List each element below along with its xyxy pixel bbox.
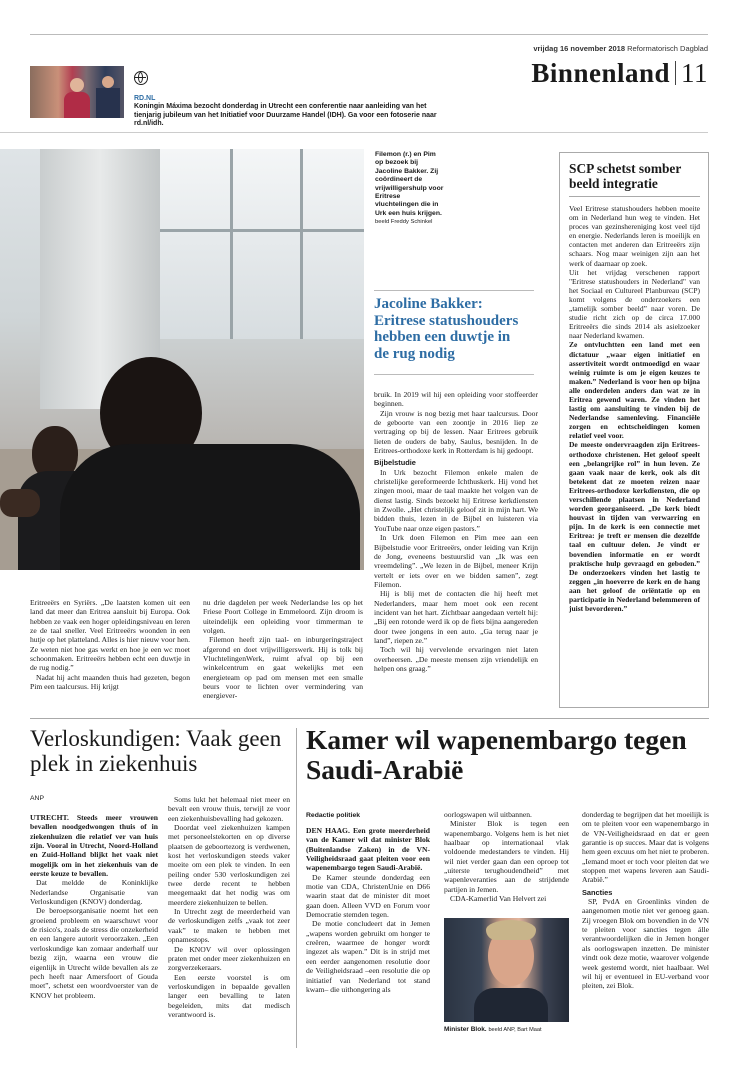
article-text: In Utrecht zegt de meerderheid van de verloskundigen zelfs „vaak tot zeer vaak” te maken te hebben met opnamestops. — [168, 907, 290, 945]
scp-text: Uit het vrijdag verschenen rapport "Eritrese statushouders in Nederland" van het Sociaal en Cultureel Planbureau (SCP) komt volgens de onderzoekers een „tamelijk somber beeld” naar voren. De studie richt zich op de circa 17.000 Eritreeërs die sinds 2014 als asielzoeker naar Nederland kwamen. — [569, 267, 700, 341]
article-text: Een eerste voorstel is om verloskundigen in bepaalde gevallen langer een bevalling te laten begeleiden, mits dat medisch verantwoord is. — [168, 972, 290, 1019]
kamer-col-2 — [444, 810, 569, 903]
verlos-source: ANP — [30, 795, 44, 802]
article-text: De Kamer steunde donderdag een motie van CDA, ChristenUnie en D66 waarin staat dat de minister dit moet gaan doen. Alleen VVD en Forum voor Democratie stemden tegen. — [306, 872, 430, 920]
caption-text: Filemon (r.) en Pim op bezoek bij Jacoline Bakker. Zij coördineert de vrijwilligershulp voor Eritrese vluchtelingen die in Urk een huis krijgen. — [375, 151, 444, 217]
teaser-photo[interactable] — [30, 66, 124, 118]
article-text: Filemon heeft zijn taal- en inburgeringstraject afgerond en doet vrijwilligerswerk. Hij is tolk bij VluchtelingenWerk, ruimt afval op bij een winkelcentrum en gaat wekelijks met een energieteam op pad om mensen met een smalle beurs voor te lichten over vermindering van energiever- — [203, 635, 363, 701]
article-col-1 — [30, 598, 190, 691]
masthead-line — [533, 44, 708, 53]
scp-text-bold: De meeste ondervraagden zijn Eritrees-orthodoxe christenen. Het geloof speelt een „belangrijke rol” in hun leven. Ze gaan vaak naar de kerk, ook als dit betekent dat ze moeten reizen naar Eritrees-orthodoxe kerkdiensten, die op verschillende plaatsen in Nederland worden georganiseerd. „De kerk biedt houvast in tijden van verwarring en pijn. In de kerk is een connectie met Eritrea: je treft er mensen die dezelfde taal en cultuur delen. Je vindt er bovendien informatie en er wordt praktische hulp gevraagd en geboden.” De onderzoekers vinden het lastig te zeggen „in hoeverre de kerk en de hang aan het geloof de oriëntatie op en participatie in Nederland belemmeren of juist bevorderen.” — [569, 440, 700, 614]
article-text: CDA-Kamerlid Van Helvert zei — [450, 894, 547, 904]
kamer-source: Redactie politiek — [306, 812, 361, 819]
scp-text: Veel Eritrese statushouders hebben moeite om in Nederland hun weg te vinden. Het proces van gezinshereniging kost veel tijd en energie. Nederlands leren is moeilijk en contacten met anderen dan Eritreeërs zijn schaars. Nog maar weinigen zijn aan het werk of daarnaar op zoek. — [569, 204, 700, 268]
article-text: Hij is blij met de contacten die hij heeft met Nederlanders, maar hem moet ook een recent incident van het hart. Zichtbaar aangedaan vertelt hij: „Bij een rotonde werd ik op de fiets bijna aangereden door twee jongens in een auto. „Ga terug naar je land”, riepen ze.” — [374, 589, 538, 645]
article-text: nu drie dagdelen per week Nederlandse les op het Friese Poort College in Emmeloord. Zijn droom is uiteindelijk een opleiding voor timmerman te volgen. — [203, 598, 363, 636]
blok-caption-text: Minister Blok. — [444, 1026, 487, 1033]
scp-title: SCP schetst somber beeld integratie — [569, 161, 682, 191]
article-text: Toch wil hij vervelende ervaringen niet laten overheersen. „De meeste mensen zijn vriendelijk en helpen ons graag.” — [374, 645, 538, 673]
kamer-headline[interactable]: Kamer wil wapenembargo tegen Saudi-Arabië — [306, 724, 687, 785]
teaser-text[interactable]: Koningin Máxima bezocht donderdag in Utrecht een conferentie naar aanleiding van het tienjarig jubileum van het Initiatief voor Duurzame Handel (IDH). Ga voor een fotoserie naar rd.nl/idh. — [134, 103, 437, 127]
scp-box — [559, 152, 709, 708]
caption-credit: beeld Freddy Schinkel — [375, 219, 433, 226]
kamer-col-3 — [582, 810, 709, 991]
lead-text: UTRECHT. Steeds meer vrouwen bevallen noodgedwongen thuis of in ziekenhuizen die relatief ver van huis zijn. Vooral in Utrecht, Noord-Holland en Zuid-Holland blijkt het vaak niet mogelijk om in het ziekenhuis van de eerste keuze te bevallen. — [30, 813, 158, 879]
verlos-col-2 — [168, 795, 290, 1019]
article-text: Eritreeërs en Syriërs. „De laatsten komen uit een land dat meer dan Eritrea aansluit bij Europa. Ook hebben ze vaak een hoger opleidingsniveau en leren ze de taal sneller. Veel Eritreeërs woonden in een hutje op het platteland. Alles is hier nieuw voor hen. Ze weten niet hoe gas werkt en hoe je een wc moet schoonmaken. Eritreeërs hebben echt een duwtje in de rug nodig.” — [30, 598, 190, 673]
section-title: Binnenland — [531, 58, 670, 88]
photo-caption — [375, 151, 445, 227]
article-text: Zijn vrouw is nog bezig met haar taalcursus. Door de geboorte van een zoontje in 2016 liep ze vertraging op bij de lessen. Naar Eritrees gebruik lieten de ouders de baby, Saulus, besnijden. In de Eritrees-orthodoxe kerk in Rotterdam is hij gedoopt. — [374, 408, 538, 456]
article-text: Doordat veel ziekenhuizen kampen met personeelstekorten en op diverse plaatsen de geboortezorg is verdwenen, kost het verloskundigen steeds vaker moeite om een plek te vinden. In een peiling onder 530 verloskundigen zei twee derde recent te hebben meegemaakt dat het nodig was om meerdere ziekenhuizen te bellen. — [168, 823, 290, 907]
verlos-headline[interactable]: Verloskundigen: Vaak geen plek in ziekenhuis — [30, 726, 282, 776]
article-text: In Urk doen Filemon en Pim mee aan een Bijbelstudie voor Eritreeërs, onder leiding van Krijn de Jong, eveneens bestuurslid van „Ik was een vreemdeling”. „We lezen in de Bijbel, meneer Krijn vertelt er iets over en we bidden samen”, zegt Filemon. — [374, 533, 538, 589]
article-col-3 — [374, 390, 538, 673]
pull-quote: Jacoline Bakker: Eritrese statushouders hebben een duwtje in de rug nodig — [374, 296, 519, 362]
blok-caption-credit: beeld ANP, Bart Maat — [488, 1027, 542, 1033]
article-text: De motie concludeert dat in Jemen „wapens worden gebruikt om honger te creëren, waarmee de honger wordt ingezet als wapen.” Dit is in strijd met een eerder aangenomen resolutie door de Veiligheidsraad –een resolutie die op initiatief van Nederland tot stand kwam– die uithongering als — [306, 919, 430, 994]
article-text: De beroepsorganisatie noemt het een groeiend probleem en waarschuwt voor de risico's, zoals de stress die onzekerheid en een langere autorit veroorzaken. „Een verloskundige kan zomaar anderhalf uur bezig zijn, waarna een vrouw die eigenlijk in Utrecht wilde bevallen als ze pech heeft naar Amersfoort of Gouda moet”, schetst een woordvoerster van de KNOV het probleem. — [30, 906, 158, 1000]
date: vrijdag 16 november 2018 — [533, 44, 626, 53]
main-photo — [0, 149, 364, 570]
blok-photo — [444, 918, 569, 1022]
article-text: Minister Blok is tegen een wapenembargo. Volgens hem is het niet haalbaar op internationaal vlak voldoende medestanders te vinden. Hij wil niet verder gaan dan een oproep tot „uiterste terughoudendheid” met wapenleveranties aan de strijdende partijen in Jemen. — [444, 819, 569, 894]
article-text: SP, PvdA en Groenlinks vinden de aangenomen motie niet ver genoeg gaan. Zij vroegen Blok om bovendien in de VN te pleiten voor sancties tegen álle verantwoordelijken die in Jemen honger als oorlogswapen inzetten. De minister vindt ook deze motie, waarover volgende week gestemd wordt, niet haalbaar. Wel wil hij er eventueel in EU-verband voor pleiten, zei Blok. — [582, 897, 709, 991]
paper-name: Reformatorisch Dagblad — [627, 44, 708, 53]
kamer-col-1 — [306, 826, 430, 994]
article-text: Soms lukt het helemaal niet meer en bevalt een vrouw thuis, terwijl ze voor een ziekenhuisbevalling had gekozen. — [168, 795, 290, 823]
verlos-col-1 — [30, 813, 158, 1000]
article-text: Dat meldde de Koninklijke Nederlandse Organisatie van Verloskundigen (KNOV) donderdag. — [30, 878, 158, 907]
section-title-wrap — [531, 58, 708, 88]
page-number: 11 — [681, 58, 708, 88]
article-text: oorlogswapen wil uitbannen. — [444, 810, 532, 819]
teaser-source: RD.NL — [134, 95, 156, 102]
article-text: Nadat hij acht maanden thuis had gezeten, begon Pim een taalcursus. Hij krijgt — [30, 672, 190, 692]
subheading: Bijbelstudie — [374, 458, 416, 468]
blok-caption — [444, 1026, 542, 1033]
article-text: In Urk bezocht Filemon enkele malen de christelijke gereformeerde Ichthuskerk. Hij vond het zingen mooi, maar de taal maakte het volgen van de dienst lastig. Sinds bezoekt hij Eritrese kerkdiensten in Zwolle. „Het christelijk geloof zit in mijn hart. We bidden thuis, lezen in de Bijbel en luisteren via YouTube naar onze eigen pastors.” — [374, 467, 538, 533]
globe-icon — [134, 71, 148, 85]
scp-text-bold: Ze ontvluchtten een land met een dictatuur „waar eigen initiatief en assertiviteit wordt ontmoedigd en waar weinig ruimte is om je eigen keuzes te maken.” Nederland is voor hen op bijna alle onderdelen anders dan wat ze in Eritrea gewend waren. Ze vinden het lastig om aansluiting te vinden bij de Nederlandse samenleving. Financiële zorgen en echtscheidingen komen relatief veel voor. — [569, 340, 700, 441]
subheading: Sancties — [582, 887, 613, 897]
article-text: bruik. In 2019 wil hij een opleiding voor stoffeerder beginnen. — [374, 390, 538, 409]
article-col-2 — [203, 598, 363, 701]
article-text: donderdag te begrijpen dat het moeilijk is om te pleiten voor een wapenembargo in de VN-Veiligheidsraad en dat er geen garantie is op succes. Maar dat is volgens hem geen excuus om het niet te proberen. „Iemand moet er toch voor pleiten dat we stoppen met wapens leveren aan Saudi-Arabië.” — [582, 810, 709, 885]
article-text: De KNOV wil over oplossingen praten met onder meer ziekenhuizen en zorgverzekeraars. — [168, 944, 290, 973]
lead-text: DEN HAAG. Een grote meerderheid van de Kamer wil dat minister Blok (Buitenlandse Zaken) in de VN-Veiligheidsraad gaat pleiten voor een wapenembargo tegen Saudi-Arabië. — [306, 826, 430, 873]
